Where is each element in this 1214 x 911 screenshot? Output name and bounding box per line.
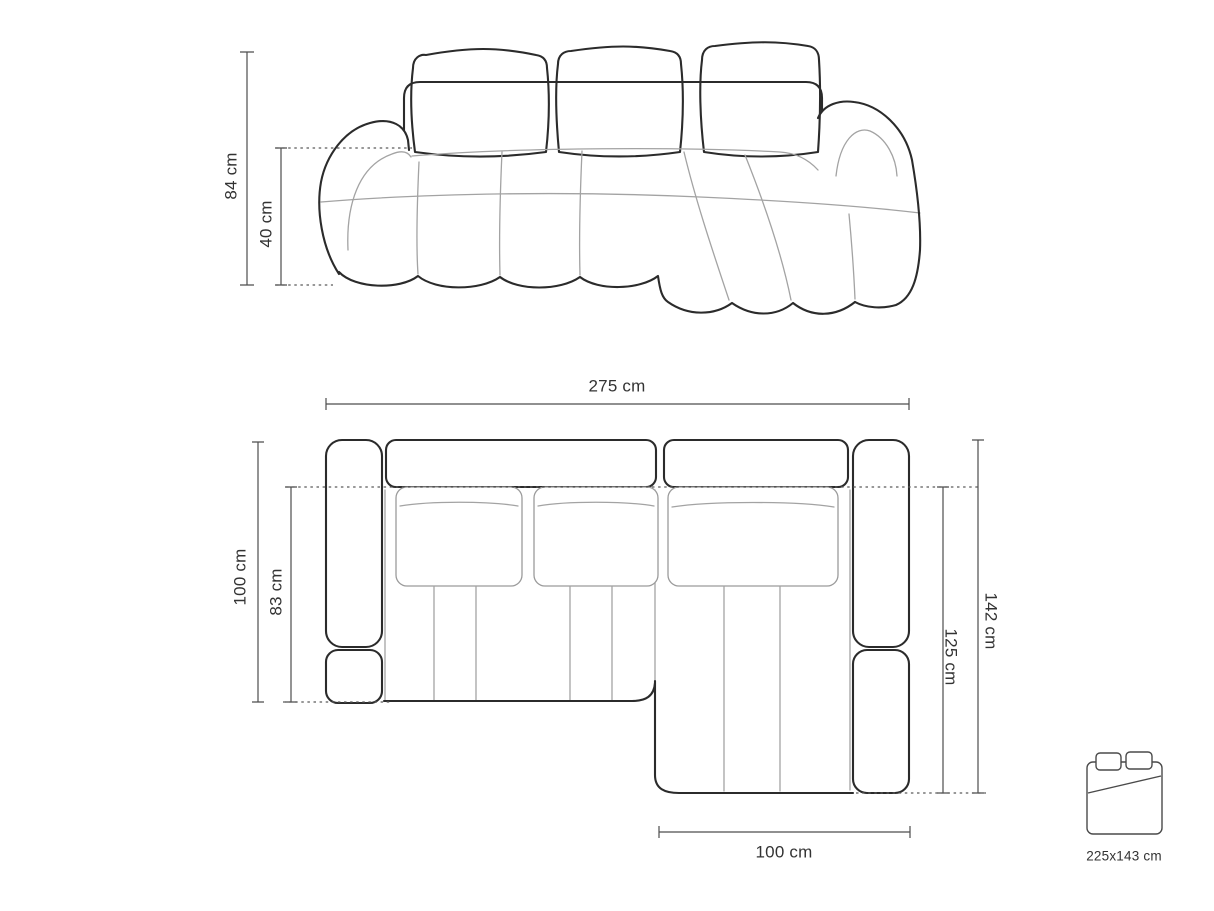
bed-pillow-left	[1096, 753, 1121, 770]
front-back-pillow-2	[556, 47, 683, 157]
dim-total-width-label: 275 cm	[588, 376, 646, 396]
bed-frame	[1087, 762, 1162, 834]
dim-total-depth-line	[252, 442, 264, 702]
sofa-bed-icon	[1087, 752, 1162, 834]
top-seat-channels	[434, 586, 612, 700]
dim-total-height-label: 84 cm	[221, 152, 241, 200]
top-backrest-left	[386, 440, 656, 487]
top-backrest-right	[664, 440, 848, 487]
top-right-armrest	[853, 440, 909, 647]
sleeping-area-label: 225x143 cm	[1086, 848, 1162, 864]
top-back-cushions	[396, 487, 838, 586]
top-chaise-channels	[724, 586, 780, 791]
front-seat-channel-2	[500, 152, 502, 275]
front-seat-top-seam	[412, 149, 818, 170]
bed-pillow-right	[1126, 752, 1152, 769]
dim-chaise-width-label: 100 cm	[755, 842, 813, 862]
top-left-armrest-front	[326, 650, 382, 703]
top-view-drawing	[326, 440, 909, 793]
top-view-dimension-lines	[252, 398, 986, 838]
front-chaise-channel-1	[684, 152, 729, 300]
dim-seat-depth-line	[285, 487, 297, 702]
top-chaise-outline	[655, 681, 853, 793]
front-back-pillow-3	[700, 42, 820, 156]
front-view-drawing	[319, 42, 920, 314]
dim-total-width-line	[326, 398, 909, 410]
top-left-armrest	[326, 440, 382, 647]
dim-chaise-width-line	[659, 826, 910, 838]
front-back-pillow-1	[411, 49, 549, 157]
top-seat-front-edge	[384, 683, 655, 701]
dim-total-depth-label: 100 cm	[230, 548, 250, 606]
dim-chaise-total-depth-label: 142 cm	[981, 592, 1001, 650]
front-seat-channel-3	[580, 151, 582, 275]
front-bottom-scallops	[339, 272, 855, 314]
front-backrest	[404, 82, 822, 150]
front-seat-channel-1	[417, 162, 419, 274]
dim-seat-depth-label: 83 cm	[266, 568, 286, 616]
dim-seat-height-label: 40 cm	[256, 200, 276, 248]
front-chaise-channel-2	[745, 155, 791, 300]
dim-total-height-line	[240, 52, 254, 285]
dim-seat-height-line	[275, 148, 287, 285]
dim-chaise-depth-label: 125 cm	[941, 628, 961, 686]
top-right-armrest-chaise	[853, 650, 909, 793]
